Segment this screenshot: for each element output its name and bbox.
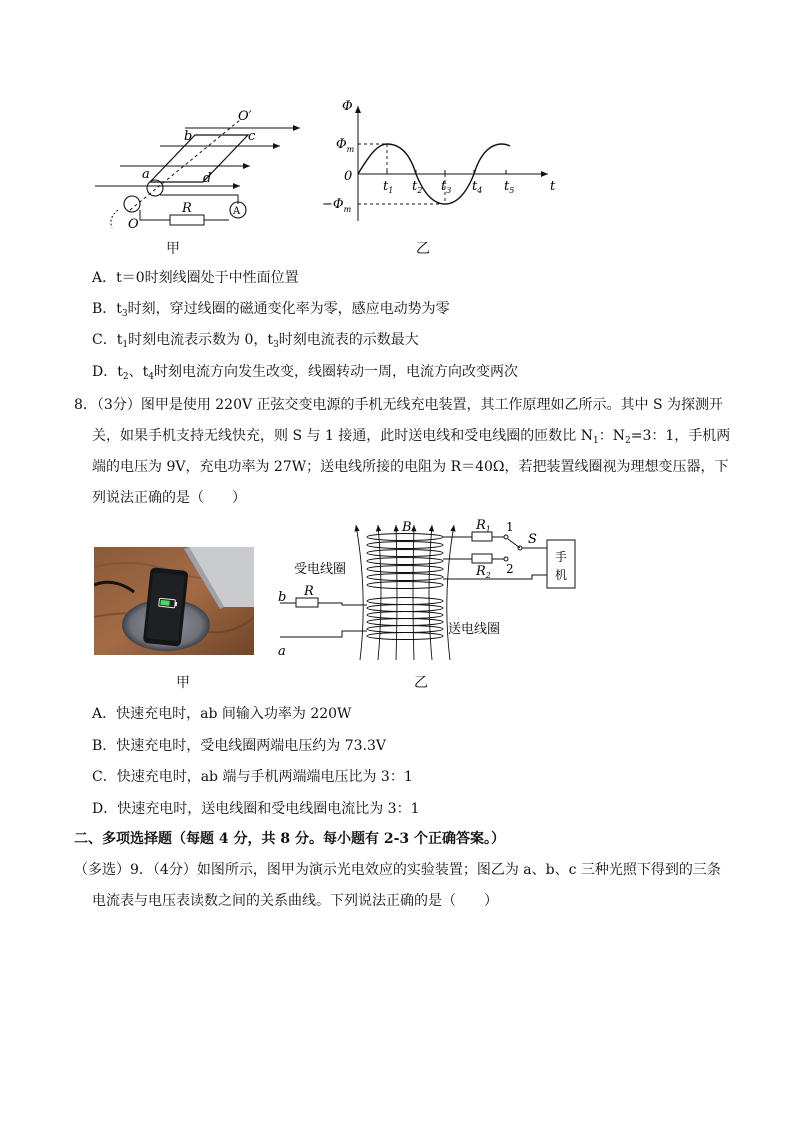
fig7-yi-caption: 乙 [416, 241, 430, 257]
tick-label-t5: $t_5$ [504, 179, 515, 195]
label-b-terminal: b [278, 590, 287, 605]
fig8-jia-caption: 甲 [176, 675, 190, 691]
fig7-jia-caption: 甲 [166, 241, 180, 257]
fig8-yi-caption: 乙 [414, 675, 428, 691]
q9-line-2: 电流表与电压表读数之间的关系曲线。下列说法正确的是（ ） [92, 893, 498, 909]
q8-line-2: 关，如果手机支持无线快充，则 S 与 1 接通，此时送电线和受电线圈的匝数比 $N_1$：$N_2=3$：1，手机两 [92, 428, 731, 446]
q7-option-c: C．$t_1$时刻电流表示数为 0，$t_3$时刻电流表的示数最大 [92, 332, 419, 350]
label-a: a [142, 167, 150, 182]
resistor-R2 [472, 554, 492, 563]
label-a-terminal: a [278, 644, 286, 659]
flux-graph [320, 96, 570, 231]
y-axis-label: Φ [342, 99, 353, 114]
label-d: d [203, 171, 212, 186]
label-B: B [402, 520, 412, 535]
q7-option-d: D．$t_2$、$t_4$时刻电流方向发生改变，线圈转动一周，电流方向改变两次 [92, 364, 518, 382]
q9-line-1: （多选）9．（4分）如图所示，图甲为演示光电效应的实验装置；图乙为 a、b、c 三种光照下得到的三条 [74, 862, 721, 878]
q8-option-c: C．快速充电时，ab 端与手机两端端电压比为 3：1 [92, 769, 413, 785]
label-c: c [248, 129, 256, 144]
label-switch-2: 2 [506, 562, 514, 576]
tick-label-t3: $t_3$ [441, 179, 452, 195]
resistor-R [170, 215, 204, 225]
label-R-send: R [304, 584, 314, 599]
phi-m-label: $\Phi_m$ [336, 137, 355, 154]
label-O: O [128, 217, 139, 232]
q8-option-b: B．快速充电时，受电线圈两端电压约为 73.3V [92, 738, 387, 754]
label-R: R [182, 201, 192, 216]
q8-option-d: D．快速充电时，送电线圈和受电线圈电流比为 3：1 [92, 801, 420, 817]
label-b: b [184, 129, 193, 144]
q7-option-b: B．$t_3$时刻，穿过线圈的磁通变化率为零，感应电动势为零 [92, 301, 450, 319]
tick-label-t4: $t_4$ [472, 179, 483, 195]
receive-coil [367, 534, 443, 589]
slip-ring [124, 196, 140, 212]
label-R1: $R_1$ [476, 518, 491, 534]
label-phone-1: 手 [555, 550, 568, 564]
coil-schematic [272, 515, 592, 663]
label-O-prime: O′ [238, 109, 252, 124]
neg-phi-m-label: $-\Phi_m$ [322, 197, 352, 214]
tick-label-t1: $t_1$ [383, 179, 394, 195]
label-phone-2: 机 [555, 568, 568, 582]
q8-line-3: 端的电压为 9V，充电功率为 27W；送电线所接的电阻为 R＝40Ω，若把装置线圈视为理想变压器，下 [92, 459, 729, 475]
label-switch-1: 1 [506, 520, 514, 534]
label-R2: $R_2$ [476, 564, 491, 580]
label-send-coil: 送电线圈 [448, 622, 501, 637]
q7-option-a: A．t＝0时刻线圈处于中性面位置 [92, 270, 299, 286]
label-A: A [233, 206, 241, 217]
x-axis-label: t [550, 179, 556, 194]
q8-line-1: 8．（3分）图甲是使用 220V 正弦交变电源的手机无线充电装置，其工作原理如乙所示。其中 S 为探测开 [74, 397, 724, 413]
coil-figure [90, 100, 310, 235]
coil-loop [150, 135, 248, 182]
origin-label: 0 [344, 169, 353, 184]
label-receive-coil: 受电线圈 [294, 562, 347, 577]
send-coil [367, 598, 443, 640]
section-heading: 二、多项选择题（每题 4 分，共 8 分。每小题有 2-3 个正确答案。） [74, 831, 506, 847]
tick-label-t2: $t_2$ [412, 179, 423, 195]
wireless-charger-photo [94, 547, 254, 655]
resistor-R [296, 598, 318, 607]
q8-option-a: A．快速充电时，ab 间输入功率为 220W [92, 706, 352, 722]
q8-line-4: 列说法正确的是（ ） [92, 490, 246, 506]
label-S: S [528, 532, 537, 547]
